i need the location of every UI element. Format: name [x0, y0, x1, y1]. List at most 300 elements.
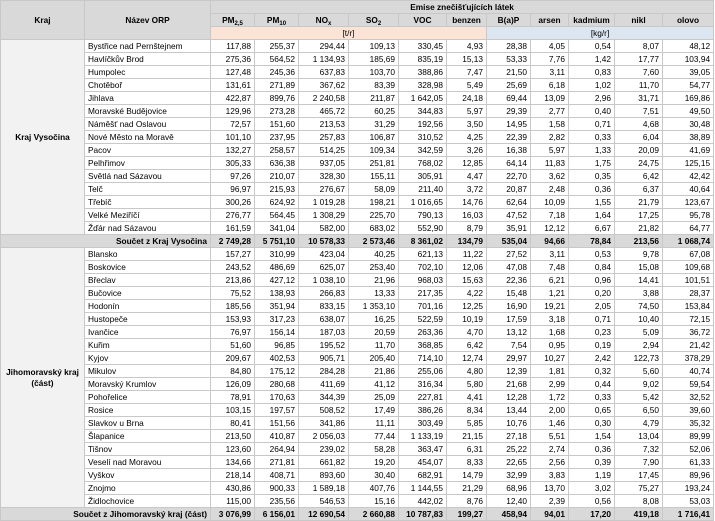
value-cell: 0,20: [569, 287, 615, 300]
table-row: [1, 339, 714, 352]
value-cell: 6,31: [447, 443, 487, 456]
value-cell: 22,65: [487, 456, 531, 469]
value-cell: 11,70: [349, 339, 399, 352]
value-cell: 8,76: [447, 495, 487, 508]
kraj-cell: Kraj Vysočina: [1, 40, 85, 235]
value-cell: 2,99: [531, 378, 569, 391]
value-cell: 3,88: [615, 287, 663, 300]
value-cell: 344,83: [399, 105, 447, 118]
value-cell: 96,97: [211, 183, 255, 196]
value-cell: 40,64: [663, 183, 714, 196]
value-cell: 227,81: [399, 391, 447, 404]
value-cell: 402,53: [255, 352, 299, 365]
value-cell: 0,19: [569, 339, 615, 352]
sum-row: [1, 508, 714, 521]
value-cell: 702,10: [399, 261, 447, 274]
value-cell: 12,40: [487, 495, 531, 508]
value-cell: 2,00: [531, 404, 569, 417]
value-cell: 7,51: [615, 105, 663, 118]
orp-name: Chotěboř: [85, 79, 211, 92]
emise-header: Emise znečišťujících látek: [211, 1, 714, 14]
value-cell: 132,27: [211, 144, 255, 157]
value-cell: 125,15: [663, 157, 714, 170]
table-row: [1, 209, 714, 222]
value-cell: 15,08: [615, 261, 663, 274]
sum-value: 1 716,41: [663, 508, 714, 521]
value-cell: 29,97: [487, 352, 531, 365]
value-cell: 12,85: [447, 157, 487, 170]
value-cell: 80,41: [211, 417, 255, 430]
value-cell: 38,89: [663, 131, 714, 144]
pollutant-name: nikl: [631, 15, 646, 25]
value-cell: 83,39: [349, 79, 399, 92]
value-cell: 7,48: [531, 261, 569, 274]
value-cell: 411,69: [299, 378, 349, 391]
value-cell: 193,24: [663, 482, 714, 495]
value-cell: 968,03: [399, 274, 447, 287]
pollutant-header: [255, 14, 299, 27]
value-cell: 637,83: [299, 66, 349, 79]
value-cell: 6,21: [531, 274, 569, 287]
value-cell: 22,39: [487, 131, 531, 144]
value-cell: 508,52: [299, 404, 349, 417]
table-row: [1, 391, 714, 404]
value-cell: 103,15: [211, 404, 255, 417]
value-cell: 52,06: [663, 443, 714, 456]
value-cell: 123,67: [663, 196, 714, 209]
value-cell: 899,76: [255, 92, 299, 105]
value-cell: 768,02: [399, 157, 447, 170]
orp-name: Boskovice: [85, 261, 211, 274]
value-cell: 6,04: [615, 131, 663, 144]
value-cell: 790,13: [399, 209, 447, 222]
table-row: [1, 40, 714, 53]
value-cell: 407,76: [349, 482, 399, 495]
value-cell: 1,64: [569, 209, 615, 222]
table-row: [1, 287, 714, 300]
value-cell: 1,54: [569, 430, 615, 443]
value-cell: 197,57: [255, 404, 299, 417]
orp-name: Pacov: [85, 144, 211, 157]
value-cell: 276,77: [211, 209, 255, 222]
pollutant-subscript: 2,5: [234, 21, 243, 27]
value-cell: 237,95: [255, 131, 299, 144]
value-cell: 328,30: [299, 170, 349, 183]
value-cell: 0,36: [569, 183, 615, 196]
value-cell: 363,47: [399, 443, 447, 456]
orp-name: Pohořelice: [85, 391, 211, 404]
value-cell: 430,86: [211, 482, 255, 495]
table-row: [1, 79, 714, 92]
value-cell: 7,60: [615, 66, 663, 79]
table-row: [1, 443, 714, 456]
value-cell: 8,79: [447, 222, 487, 235]
value-cell: 21,79: [615, 196, 663, 209]
value-cell: 213,50: [211, 430, 255, 443]
value-cell: 31,29: [349, 118, 399, 131]
value-cell: 51,60: [211, 339, 255, 352]
sum-value: 5 751,10: [255, 235, 299, 248]
value-cell: 32,52: [663, 391, 714, 404]
sum-value: 94,01: [531, 508, 569, 521]
value-cell: 3,62: [531, 170, 569, 183]
table-row: [1, 183, 714, 196]
value-cell: 3,72: [447, 183, 487, 196]
value-cell: 1,21: [531, 287, 569, 300]
pollutant-header: [211, 14, 255, 27]
value-cell: 187,03: [299, 326, 349, 339]
value-cell: 24,18: [447, 92, 487, 105]
value-cell: 15,48: [487, 287, 531, 300]
value-cell: 564,52: [255, 53, 299, 66]
value-cell: 13,33: [349, 287, 399, 300]
value-cell: 368,85: [399, 339, 447, 352]
value-cell: 53,03: [663, 495, 714, 508]
value-cell: 310,99: [255, 248, 299, 261]
value-cell: 5,49: [447, 79, 487, 92]
value-cell: 39,60: [663, 404, 714, 417]
value-cell: 243,52: [211, 261, 255, 274]
sum-value: 3 076,99: [211, 508, 255, 521]
value-cell: 0,33: [569, 391, 615, 404]
value-cell: 72,57: [211, 118, 255, 131]
value-cell: 5,09: [615, 326, 663, 339]
value-cell: 305,91: [399, 170, 447, 183]
value-cell: 11,11: [349, 417, 399, 430]
value-cell: 9,78: [615, 248, 663, 261]
value-cell: 95,78: [663, 209, 714, 222]
value-cell: 185,56: [211, 300, 255, 313]
pollutant-name: B(a)P: [497, 15, 520, 25]
value-cell: 0,39: [569, 456, 615, 469]
value-cell: 13,70: [531, 482, 569, 495]
value-cell: 28,37: [663, 287, 714, 300]
value-cell: 564,45: [255, 209, 299, 222]
orp-name: Veselí nad Moravou: [85, 456, 211, 469]
value-cell: 624,92: [255, 196, 299, 209]
value-cell: 0,32: [569, 365, 615, 378]
value-cell: 4,22: [447, 287, 487, 300]
value-cell: 316,34: [399, 378, 447, 391]
pollutant-name: benzen: [452, 15, 481, 25]
value-cell: 14,41: [615, 274, 663, 287]
sum-value: 8 361,02: [399, 235, 447, 248]
value-cell: 0,40: [569, 105, 615, 118]
value-cell: 6,67: [569, 222, 615, 235]
value-cell: 1 016,65: [399, 196, 447, 209]
orp-name: Pelhřimov: [85, 157, 211, 170]
value-cell: 3,18: [531, 313, 569, 326]
value-cell: 22,70: [487, 170, 531, 183]
pollutant-header: [663, 14, 714, 27]
value-cell: 1,72: [531, 391, 569, 404]
value-cell: 12,06: [447, 261, 487, 274]
value-cell: 1,19: [569, 469, 615, 482]
orp-name: Havlíčkův Brod: [85, 53, 211, 66]
orp-name: Bučovice: [85, 287, 211, 300]
value-cell: 235,56: [255, 495, 299, 508]
value-cell: 5,51: [531, 430, 569, 443]
value-cell: 1,81: [531, 365, 569, 378]
orp-name: Rosice: [85, 404, 211, 417]
value-cell: 15,13: [447, 53, 487, 66]
value-cell: 192,56: [399, 118, 447, 131]
value-cell: 280,68: [255, 378, 299, 391]
value-cell: 7,47: [447, 66, 487, 79]
value-cell: 253,40: [349, 261, 399, 274]
table-row: [1, 495, 714, 508]
orp-name: Hodonín: [85, 300, 211, 313]
orp-name: Šlapanice: [85, 430, 211, 443]
pollutant-name: PM: [266, 15, 280, 25]
value-cell: 32,99: [487, 469, 531, 482]
value-cell: 11,70: [615, 79, 663, 92]
value-cell: 97,26: [211, 170, 255, 183]
orp-name: Mikulov: [85, 365, 211, 378]
value-cell: 31,71: [615, 92, 663, 105]
table-row: [1, 53, 714, 66]
value-cell: 1 308,29: [299, 209, 349, 222]
value-cell: 1 589,18: [299, 482, 349, 495]
sum-value: 535,04: [487, 235, 531, 248]
value-cell: 5,97: [447, 105, 487, 118]
value-cell: 351,94: [255, 300, 299, 313]
value-cell: 84,80: [211, 365, 255, 378]
value-cell: 134,66: [211, 456, 255, 469]
table-row: [1, 430, 714, 443]
value-cell: 255,37: [255, 40, 299, 53]
value-cell: 271,81: [255, 456, 299, 469]
value-cell: 42,42: [663, 170, 714, 183]
value-cell: 13,04: [615, 430, 663, 443]
value-cell: 1,42: [569, 53, 615, 66]
value-cell: 255,06: [399, 365, 447, 378]
table-row: [1, 352, 714, 365]
orp-name: Vyškov: [85, 469, 211, 482]
table-row: [1, 456, 714, 469]
value-cell: 58,28: [349, 443, 399, 456]
value-cell: 22,36: [487, 274, 531, 287]
value-cell: 835,19: [399, 53, 447, 66]
value-cell: 20,87: [487, 183, 531, 196]
value-cell: 552,90: [399, 222, 447, 235]
value-cell: 17,77: [615, 53, 663, 66]
pollutant-header: [447, 14, 487, 27]
value-cell: 8,33: [447, 456, 487, 469]
value-cell: 151,56: [255, 417, 299, 430]
value-cell: 24,75: [615, 157, 663, 170]
value-cell: 12,12: [531, 222, 569, 235]
value-cell: 89,99: [663, 430, 714, 443]
value-cell: 239,02: [299, 443, 349, 456]
value-cell: 1,68: [531, 326, 569, 339]
value-cell: 0,71: [569, 313, 615, 326]
value-cell: 0,53: [569, 248, 615, 261]
value-cell: 300,26: [211, 196, 255, 209]
sum-value: 2 660,88: [349, 508, 399, 521]
value-cell: 11,22: [447, 248, 487, 261]
value-cell: 225,70: [349, 209, 399, 222]
value-cell: 153,84: [663, 300, 714, 313]
value-cell: 10,09: [531, 196, 569, 209]
value-cell: 27,18: [487, 430, 531, 443]
value-cell: 75,27: [615, 482, 663, 495]
value-cell: 0,65: [569, 404, 615, 417]
value-cell: 621,13: [399, 248, 447, 261]
value-cell: 30,40: [349, 469, 399, 482]
value-cell: 5,85: [447, 417, 487, 430]
value-cell: 258,57: [255, 144, 299, 157]
value-cell: 13,09: [531, 92, 569, 105]
orp-name: Nové Město na Moravě: [85, 131, 211, 144]
value-cell: 195,52: [299, 339, 349, 352]
value-cell: 263,36: [399, 326, 447, 339]
value-cell: 210,07: [255, 170, 299, 183]
table-row: [1, 131, 714, 144]
value-cell: 427,12: [255, 274, 299, 287]
value-cell: 13,12: [487, 326, 531, 339]
value-cell: 0,56: [569, 495, 615, 508]
value-cell: 7,90: [615, 456, 663, 469]
value-cell: 21,68: [487, 378, 531, 391]
sum-value: 94,66: [531, 235, 569, 248]
pollutant-header: [349, 14, 399, 27]
table-row: [1, 248, 714, 261]
value-cell: 127,48: [211, 66, 255, 79]
value-cell: 211,40: [399, 183, 447, 196]
pollutant-name: SO: [365, 15, 378, 25]
value-cell: 0,71: [569, 118, 615, 131]
pollutant-subscript: 2: [377, 21, 382, 27]
value-cell: 211,87: [349, 92, 399, 105]
value-cell: 74,50: [615, 300, 663, 313]
value-cell: 77,44: [349, 430, 399, 443]
value-cell: 75,52: [211, 287, 255, 300]
value-cell: 276,67: [299, 183, 349, 196]
value-cell: 1,33: [569, 144, 615, 157]
sum-value: 134,79: [447, 235, 487, 248]
orp-name: Slavkov u Brna: [85, 417, 211, 430]
value-cell: 129,96: [211, 105, 255, 118]
table-row: [1, 300, 714, 313]
value-cell: 0,54: [569, 40, 615, 53]
orp-name: Světlá nad Sázavou: [85, 170, 211, 183]
value-cell: 4,05: [531, 40, 569, 53]
value-cell: 305,33: [211, 157, 255, 170]
value-cell: 14,79: [447, 469, 487, 482]
value-cell: 1 038,10: [299, 274, 349, 287]
value-cell: 273,28: [255, 105, 299, 118]
value-cell: 2,39: [531, 495, 569, 508]
value-cell: 209,67: [211, 352, 255, 365]
value-cell: 251,81: [349, 157, 399, 170]
value-cell: 41,12: [349, 378, 399, 391]
value-cell: 153,93: [211, 313, 255, 326]
value-cell: 217,35: [399, 287, 447, 300]
value-cell: 64,14: [487, 157, 531, 170]
table-row: [1, 92, 714, 105]
value-cell: 12,74: [447, 352, 487, 365]
value-cell: 4,79: [615, 417, 663, 430]
table-row: [1, 417, 714, 430]
orp-name: Tišnov: [85, 443, 211, 456]
value-cell: 303,49: [399, 417, 447, 430]
value-cell: 2 240,58: [299, 92, 349, 105]
value-cell: 13,44: [487, 404, 531, 417]
value-cell: 4,47: [447, 170, 487, 183]
value-cell: 198,21: [349, 196, 399, 209]
table-row: [1, 313, 714, 326]
value-cell: 7,54: [487, 339, 531, 352]
sum-value: 17,20: [569, 508, 615, 521]
sum-value: 78,84: [569, 235, 615, 248]
value-cell: 103,94: [663, 53, 714, 66]
pollutant-subscript: x: [328, 21, 332, 27]
pollutant-name: arsen: [538, 15, 561, 25]
value-cell: 12,28: [487, 391, 531, 404]
value-cell: 106,87: [349, 131, 399, 144]
value-cell: 257,83: [299, 131, 349, 144]
value-cell: 0,96: [569, 274, 615, 287]
value-cell: 68,96: [487, 482, 531, 495]
table-row: [1, 196, 714, 209]
orp-name: Bystřice nad Pernštejnem: [85, 40, 211, 53]
value-cell: 30,48: [663, 118, 714, 131]
value-cell: 157,27: [211, 248, 255, 261]
orp-name: Kyjov: [85, 352, 211, 365]
value-cell: 3,11: [531, 248, 569, 261]
value-cell: 2,56: [531, 456, 569, 469]
value-cell: 5,97: [531, 144, 569, 157]
value-cell: 7,18: [531, 209, 569, 222]
value-cell: 78,91: [211, 391, 255, 404]
value-cell: 109,34: [349, 144, 399, 157]
value-cell: 2,42: [569, 352, 615, 365]
value-cell: 126,09: [211, 378, 255, 391]
value-cell: 1,75: [569, 157, 615, 170]
value-cell: 122,73: [615, 352, 663, 365]
value-cell: 62,64: [487, 196, 531, 209]
value-cell: 61,33: [663, 456, 714, 469]
orp-name: Moravské Budějovice: [85, 105, 211, 118]
sum-row: [1, 235, 714, 248]
value-cell: 3,50: [447, 118, 487, 131]
value-cell: 40,25: [349, 248, 399, 261]
value-cell: 1,02: [569, 79, 615, 92]
value-cell: 408,71: [255, 469, 299, 482]
table-row: [1, 326, 714, 339]
value-cell: 386,26: [399, 404, 447, 417]
sum-label: Součet z Kraj Vysočina: [1, 235, 211, 248]
table-row: [1, 222, 714, 235]
value-cell: 21,50: [487, 66, 531, 79]
value-cell: 58,09: [349, 183, 399, 196]
value-cell: 59,54: [663, 378, 714, 391]
orp-name: Telč: [85, 183, 211, 196]
value-cell: 2,77: [531, 105, 569, 118]
value-cell: 683,02: [349, 222, 399, 235]
value-cell: 215,93: [255, 183, 299, 196]
table-row: [1, 105, 714, 118]
value-cell: 388,86: [399, 66, 447, 79]
value-cell: 271,89: [255, 79, 299, 92]
sum-value: 10 787,83: [399, 508, 447, 521]
orp-name: Znojmo: [85, 482, 211, 495]
value-cell: 3,11: [531, 66, 569, 79]
value-cell: 341,04: [255, 222, 299, 235]
value-cell: 39,05: [663, 66, 714, 79]
value-cell: 1 134,93: [299, 53, 349, 66]
